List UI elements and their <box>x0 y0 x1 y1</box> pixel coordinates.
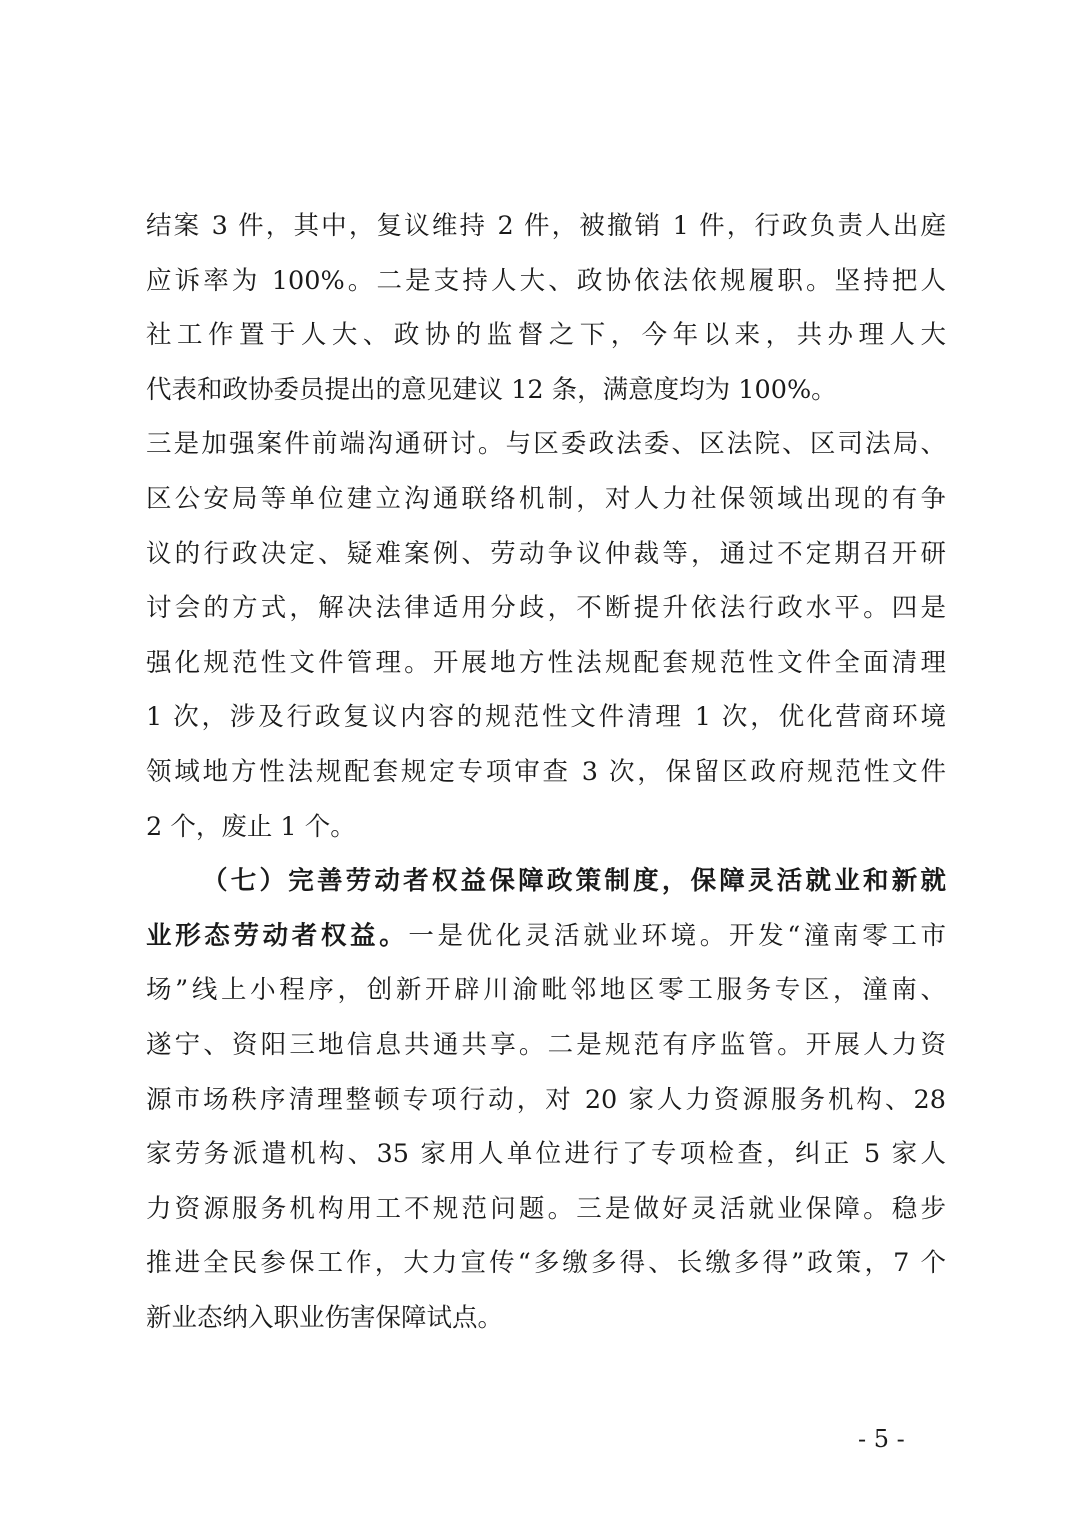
page-number: - 5 - <box>858 1425 905 1453</box>
paragraph-line: 遂宁、资阳三地信息共通共享。二是规范有序监管。开展人力资 <box>146 1029 946 1060</box>
paragraph-line: 社工作置于人大、政协的监督之下，今年以来，共办理人大 <box>146 320 946 351</box>
paragraph-line: 场”线上小程序，创新开辟川渝毗邻地区零工服务专区，潼南、 <box>146 975 946 1006</box>
paragraph-line: 强化规范性文件管理。开展地方性法规配套规范性文件全面清理 <box>146 647 946 678</box>
paragraph-line: 区公安局等单位建立沟通联络机制，对人力社保领域出现的有争 <box>146 483 946 514</box>
paragraph-line: 代表和政协委员提出的意见建议 12 条，满意度均为 100%。 <box>146 374 837 405</box>
paragraph-line: 新业态纳入职业伤害保障试点。 <box>146 1302 504 1333</box>
section-heading-line <box>146 909 946 964</box>
paragraph-line: 家劳务派遣机构、35 家用人单位进行了专项检查，纠正 5 家人 <box>146 1139 946 1170</box>
paragraph-line: 议的行政决定、疑难案例、劳动争议仲裁等，通过不定期召开研 <box>146 538 946 569</box>
paragraph-line: 领域地方性法规配套规定专项审查 3 次，保留区政府规范性文件 <box>146 756 946 787</box>
body-text <box>146 199 946 1345</box>
paragraph-line: 2 个，废止 1 个。 <box>146 811 356 842</box>
paragraph-line: 推进全民参保工作，大力宣传“多缴多得、长缴多得”政策，7 个 <box>146 1248 946 1279</box>
section-heading: （七）完善劳动者权益保障政策制度，保障灵活就业和新就 <box>202 866 946 897</box>
section-heading-rest: 一是优化灵活就业环境。开发“潼南零工市 <box>408 920 946 951</box>
paragraph-line: 1 次，涉及行政复议内容的规范性文件清理 1 次，优化营商环境 <box>146 702 946 733</box>
paragraph-line: 源市场秩序清理整顿专项行动，对 20 家人力资源服务机构、28 <box>146 1084 946 1115</box>
section-heading-bold: 业形态劳动者权益。 <box>146 920 409 951</box>
paragraph-line: 讨会的方式，解决法律适用分歧，不断提升依法行政水平。四是 <box>146 593 946 624</box>
paragraph-line: 结案 3 件，其中，复议维持 2 件，被撤销 1 件，行政负责人出庭 <box>146 211 946 241</box>
paragraph-line: 力资源服务机构用工不规范问题。三是做好灵活就业保障。稳步 <box>146 1193 946 1224</box>
paragraph-line: 三是加强案件前端沟通研讨。与区委政法委、区法院、区司法局、 <box>146 429 946 460</box>
paragraph-line: 应诉率为 100%。二是支持人大、政协依法依规履职。坚持把人 <box>146 265 946 296</box>
